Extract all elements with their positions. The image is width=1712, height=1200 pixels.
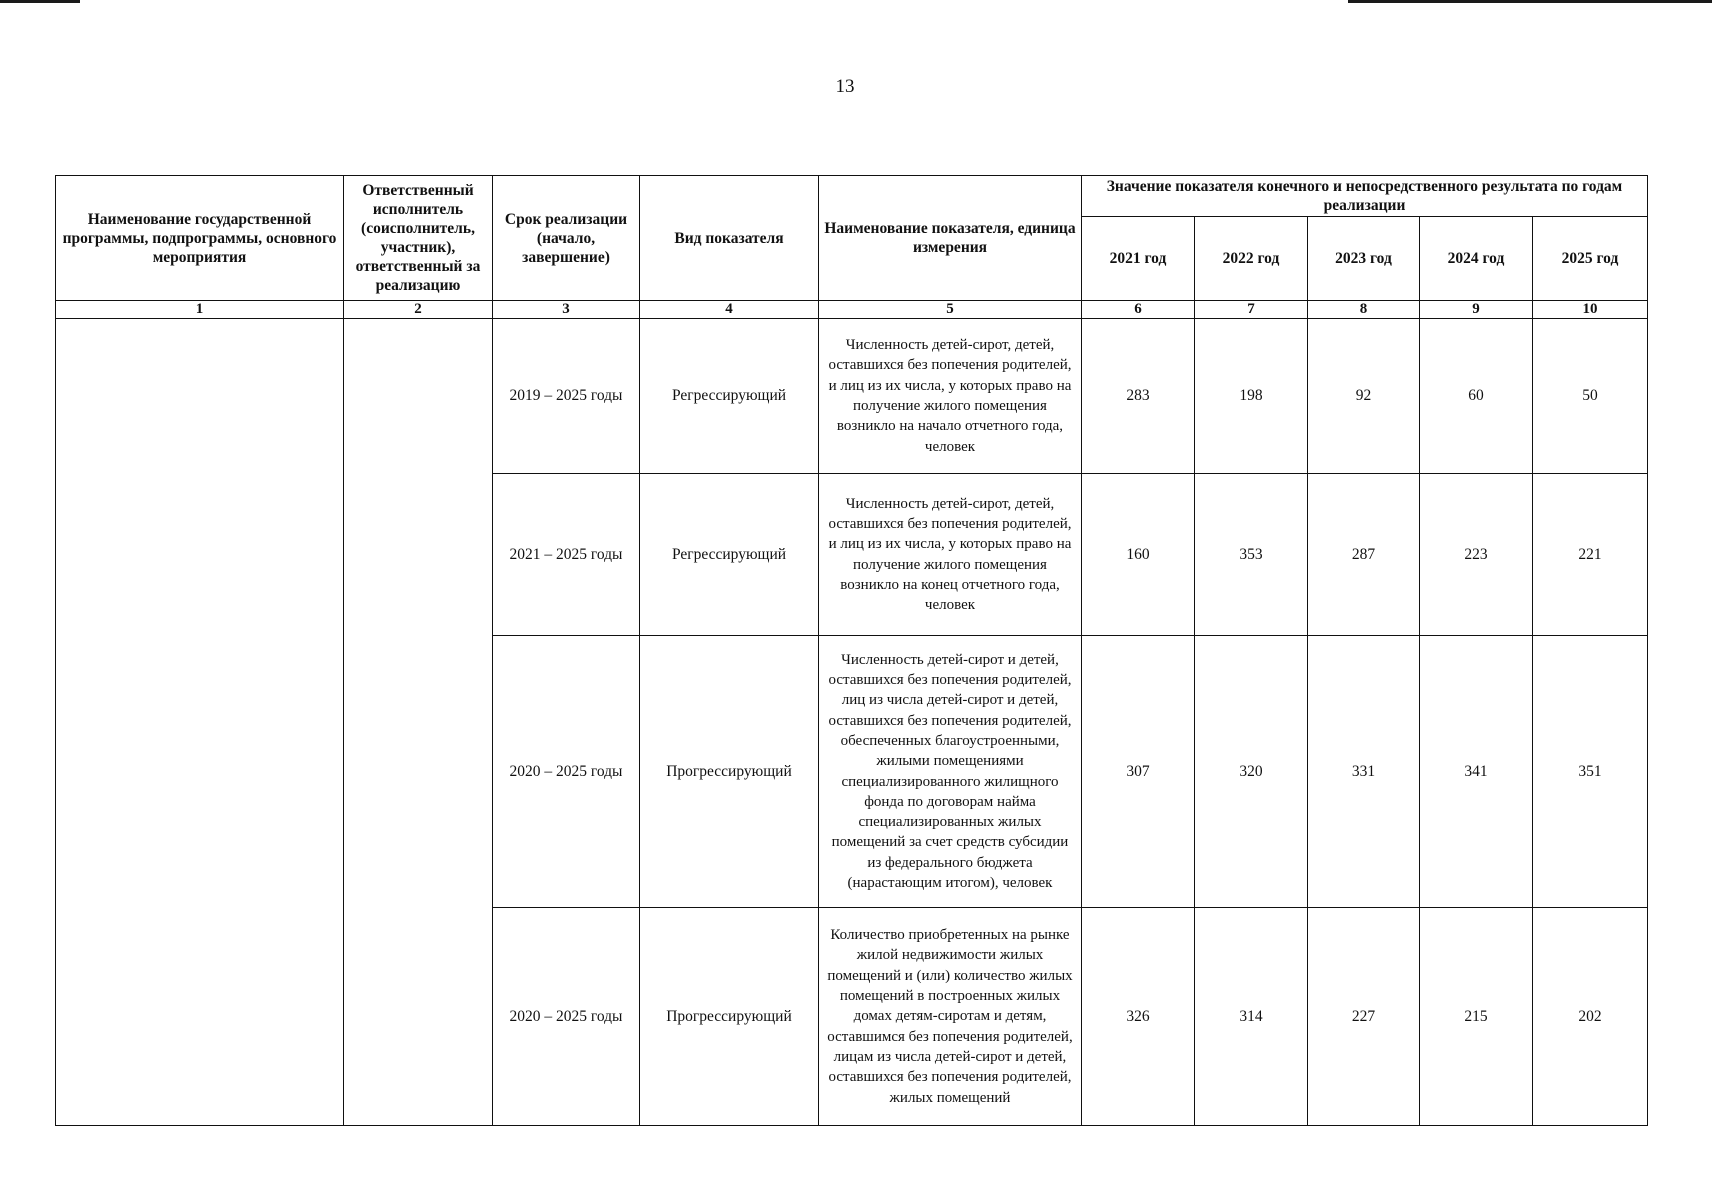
indicators-table xyxy=(55,175,1648,1126)
header-row-top xyxy=(56,176,1648,217)
column-numbers-row xyxy=(56,301,1648,319)
indicator-type-cell: Прогрессирующий xyxy=(640,908,819,1126)
indicator-name-cell: Численность детей-сирот, детей, оставшихся без попечения родителей, и лиц из их числа, у которых право на получение жилого помещения возникло на конец отчетного года, человек xyxy=(819,474,1082,636)
value-cell: 198 xyxy=(1195,319,1308,474)
column-number: 9 xyxy=(1420,301,1533,319)
responsible-executor-cell xyxy=(344,319,493,1126)
header-indicator-name: Наименование показателя, единица измерения xyxy=(819,176,1082,301)
indicator-type-cell: Прогрессирующий xyxy=(640,636,819,908)
header-responsible-executor: Ответственный исполнитель (соисполнитель, участник), ответственный за реализацию xyxy=(344,176,493,301)
value-cell: 331 xyxy=(1308,636,1420,908)
page-number: 13 xyxy=(835,76,855,97)
column-number: 1 xyxy=(56,301,344,319)
value-cell: 215 xyxy=(1420,908,1533,1126)
indicator-type-cell: Регрессирующий xyxy=(640,319,819,474)
header-year: 2023 год xyxy=(1308,217,1420,301)
column-number: 6 xyxy=(1082,301,1195,319)
column-number: 5 xyxy=(819,301,1082,319)
header-year: 2021 год xyxy=(1082,217,1195,301)
value-cell: 223 xyxy=(1420,474,1533,636)
column-number: 4 xyxy=(640,301,819,319)
header-indicator-type: Вид показателя xyxy=(640,176,819,301)
period-cell: 2019 – 2025 годы xyxy=(493,319,640,474)
scan-edge-right xyxy=(1348,0,1712,3)
value-cell: 227 xyxy=(1308,908,1420,1126)
header-year: 2024 год xyxy=(1420,217,1533,301)
header-values-group: Значение показателя конечного и непосредственного результата по годам реализации xyxy=(1082,176,1648,217)
value-cell: 351 xyxy=(1533,636,1648,908)
value-cell: 353 xyxy=(1195,474,1308,636)
header-year: 2022 год xyxy=(1195,217,1308,301)
indicator-name-cell: Численность детей-сирот, детей, оставшихся без попечения родителей, и лиц из их числа, у которых право на получение жилого помещения возникло на начало отчетного года, человек xyxy=(819,319,1082,474)
indicator-name-cell: Численность детей-сирот и детей, оставшихся без попечения родителей, лиц из числа детей-сирот и детей, оставшихся без попечения родителей, обеспеченных благоустроенными, жилыми помещениями специализированного жилищного фонда по договорам найма специализированных жилых помещений за счет средств субсидии из федерального бюджета (нарастающим итогом), человек xyxy=(819,636,1082,908)
column-number: 8 xyxy=(1308,301,1420,319)
value-cell: 92 xyxy=(1308,319,1420,474)
period-cell: 2020 – 2025 годы xyxy=(493,636,640,908)
table-row xyxy=(56,319,1648,474)
value-cell: 221 xyxy=(1533,474,1648,636)
column-number: 10 xyxy=(1533,301,1648,319)
program-name-cell xyxy=(56,319,344,1126)
value-cell: 307 xyxy=(1082,636,1195,908)
value-cell: 202 xyxy=(1533,908,1648,1126)
column-number: 2 xyxy=(344,301,493,319)
column-number: 7 xyxy=(1195,301,1308,319)
period-cell: 2021 – 2025 годы xyxy=(493,474,640,636)
value-cell: 50 xyxy=(1533,319,1648,474)
column-number: 3 xyxy=(493,301,640,319)
value-cell: 160 xyxy=(1082,474,1195,636)
value-cell: 341 xyxy=(1420,636,1533,908)
value-cell: 287 xyxy=(1308,474,1420,636)
header-program-name: Наименование государственной программы, подпрограммы, основного мероприятия xyxy=(56,176,344,301)
period-cell: 2020 – 2025 годы xyxy=(493,908,640,1126)
value-cell: 60 xyxy=(1420,319,1533,474)
value-cell: 283 xyxy=(1082,319,1195,474)
header-year: 2025 год xyxy=(1533,217,1648,301)
indicator-type-cell: Регрессирующий xyxy=(640,474,819,636)
value-cell: 320 xyxy=(1195,636,1308,908)
header-implementation-period: Срок реализации (начало, завершение) xyxy=(493,176,640,301)
value-cell: 314 xyxy=(1195,908,1308,1126)
indicator-name-cell: Количество приобретенных на рынке жилой недвижимости жилых помещений и (или) количество жилых помещений в построенных жилых домах детям-сиротам и детям, оставшимся без попечения родителей, лицам из числа детей-сирот и детей, оставшихся без попечения родителей, жилых помещений xyxy=(819,908,1082,1126)
scan-edge-left xyxy=(0,0,80,3)
value-cell: 326 xyxy=(1082,908,1195,1126)
